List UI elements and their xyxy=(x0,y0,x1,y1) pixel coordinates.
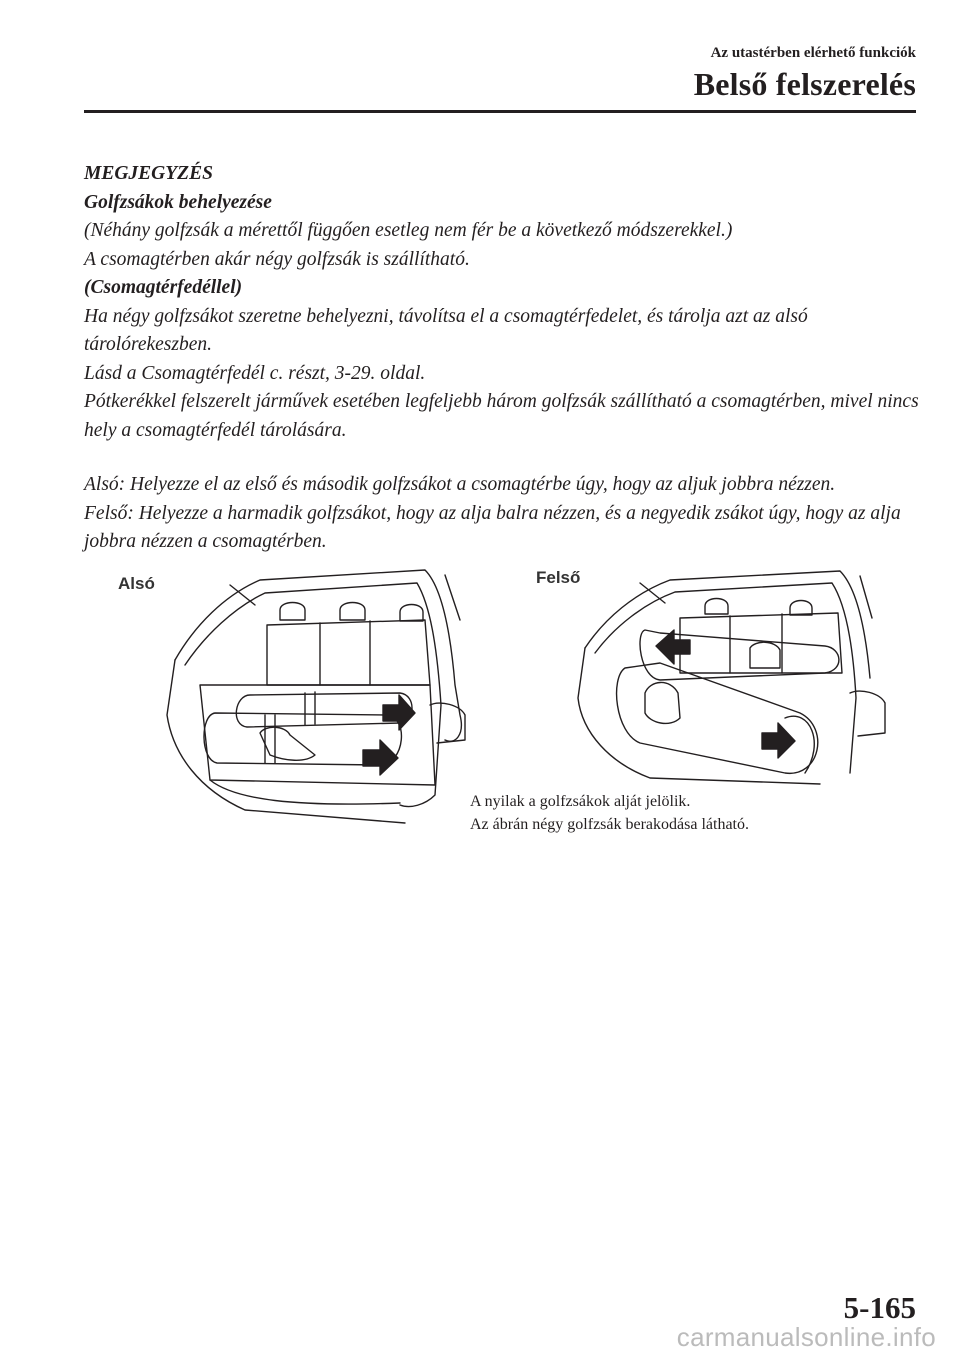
caption-line: Az ábrán négy golfzsák berakodása látható. xyxy=(470,816,749,833)
spacer xyxy=(84,445,924,471)
note-reference: Lásd a Csomagtérfedél c. részt, 3-29. oldal. xyxy=(84,362,426,384)
note-paragraph: Ha négy golfzsákot szeretne behelyezni, távolítsa el a csomagtérfedelet, és tárolja azt az alsó tárolórekeszben. xyxy=(84,305,808,355)
page-title: Belső felszerelés xyxy=(693,66,916,102)
watermark: carmanualsonline.info xyxy=(676,1322,936,1352)
note-paragraph: A csomagtérben akár négy golfzsák is szállítható. xyxy=(84,248,470,270)
note-paragraph: Alsó: Helyezze el az első és második golfzsákot a csomagtérbe úgy, hogy az aljuk jobbra nézzen. xyxy=(84,474,836,495)
figure-label-lower: Alsó xyxy=(118,574,155,593)
note-heading: MEGJEGYZÉS xyxy=(84,163,213,184)
section-title: Az utastérben elérhető funkciók xyxy=(710,45,916,61)
note-paragraph: Pótkerékkel felszerelt járművek esetében legfeljebb három golfzsák szállítható a csomagtérben, mivel nincs hely a csomagtérfedél tárolására. xyxy=(84,391,919,441)
note-condition: (Csomagtérfedéllel) xyxy=(84,277,243,298)
note-paragraph: (Néhány golfzsák a mérettől függően esetleg nem fér be a következő módszerekkel.) xyxy=(84,220,733,241)
caption-line: A nyilak a golfzsákok alját jelölik. xyxy=(470,793,691,810)
illustration-upper-bags xyxy=(570,568,890,788)
note-paragraph: Felső: Helyezze a harmadik golfzsákot, hogy az alja balra nézzen, és a negyedik zsákot úgy, hogy az alja jobbra nézzen a csomagtérben. xyxy=(84,502,901,552)
note-block xyxy=(84,160,924,557)
note-subheading: Golfzsákok behelyezése xyxy=(84,191,272,213)
figure-label-upper: Felső xyxy=(536,568,581,587)
illustration-lower-bags xyxy=(155,565,470,827)
page-number: 5-165 xyxy=(843,1290,916,1325)
header-rule xyxy=(84,110,916,113)
figure-caption xyxy=(470,790,749,836)
